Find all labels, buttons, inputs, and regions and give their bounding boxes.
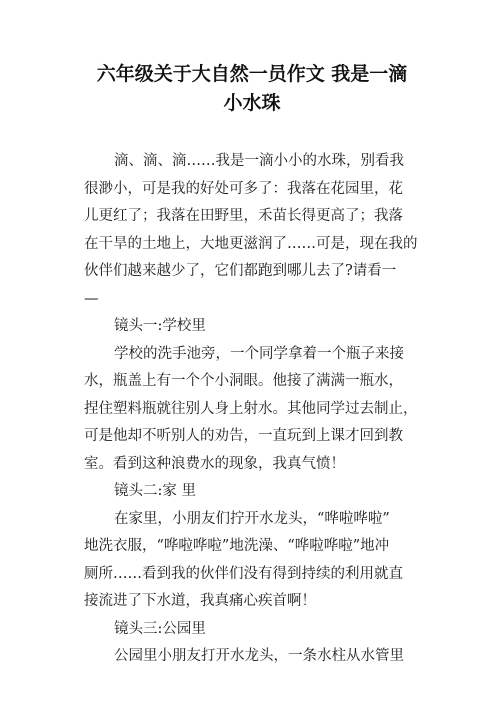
body-text-line: 可是他却不听别人的劝告，一直玩到上课才回到教: [84, 428, 403, 444]
body-text-line: 伙伴们越来越少了，它们都跑到哪儿去了?请看一: [84, 263, 397, 279]
body-text-line: 接流进了下水道，我真痛心疾首啊！: [84, 593, 316, 609]
title-line: 小水珠: [223, 92, 281, 114]
body-text-line: 地洗衣服，“哗啦哗啦”地洗澡、“哗啦哗啦”地冲: [84, 538, 390, 554]
document-title: [84, 60, 420, 118]
body-text-line: —: [84, 290, 99, 307]
body-text-line: 在家里，小朋友们拧开水龙头，“哗啦哗啦”: [114, 510, 390, 527]
body-text-line: 滴、滴、滴……我是一滴小小的水珠，别看我: [114, 153, 404, 169]
body-text-line: 捏住塑料瓶就往别人身上射水。其他同学过去制止，: [84, 400, 418, 417]
body-text-line: 镜头二:家 里: [114, 483, 196, 499]
body-text-line: 水，瓶盖上有一个个小洞眼。他接了满满一瓶水，: [84, 373, 403, 389]
title-line: 六年级关于大自然一员作文 我是一滴: [96, 63, 408, 85]
body-text-line: 学校的洗手池旁，一个同学拿着一个瓶子来接: [114, 345, 404, 362]
body-text-line: 镜头一:学校里: [114, 318, 206, 334]
body-text-line: 很渺小，可是我的好处可多了：我落在花园里，花: [84, 180, 403, 197]
body-text-line: 镜头三:公园里: [114, 620, 206, 637]
body-text-line: 公园里小朋友打开水龙头，一条水柱从水管里: [114, 648, 404, 664]
body-text-line: 厕所……看到我的伙伴们没有得到持续的利用就直: [84, 565, 403, 582]
body-text-line: 室。看到这种浪费水的现象，我真气愤！: [84, 455, 345, 472]
body-text-line: 儿更红了；我落在田野里，禾苗长得更高了；我落: [84, 208, 403, 224]
document-body: [84, 148, 420, 671]
body-text-line: 在干旱的土地上，大地更滋润了……可是，现在我的: [84, 235, 418, 252]
